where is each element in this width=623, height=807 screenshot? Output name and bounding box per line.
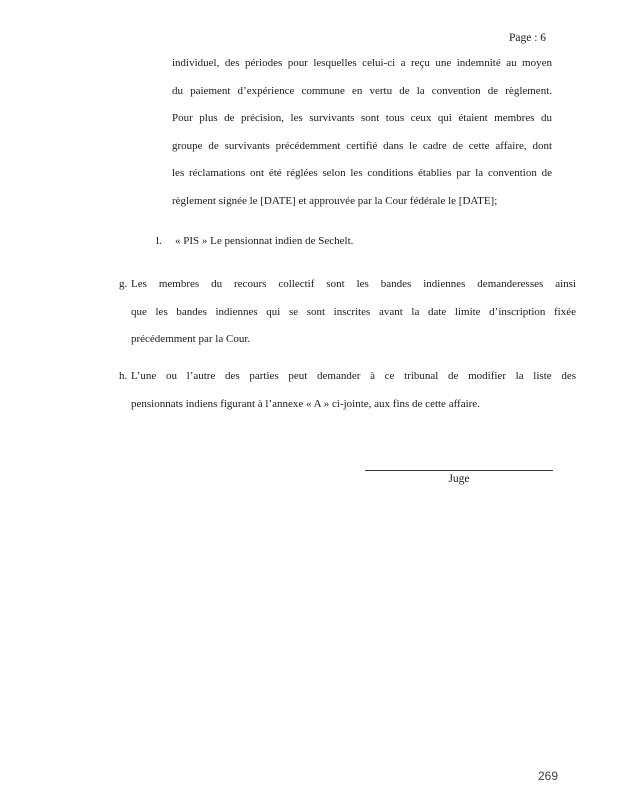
list-item-g-text: Les membres du recours collectif sont les bandes indiennes demanderesses ainsi que les bandes indiennes qui se sont inscrites avant la date limite d’inscription fixée précédemment par la Cour. (131, 278, 576, 345)
definition-paragraph: individuel, des périodes pour lesquelles celui-ci a reçu une indemnité au moyen du paiement d’expérience commune en vertu de la convention de règlement. Pour plus de précision, les survivants sont tous ceux qui étaient membres du groupe de survivants précédemment certifié dans le cadre de cette affaire, dont les réclamations ont été réglées selon les conditions établies par la convention de règlement signée le [DATE] et approuvée par la Cour fédérale le [DATE]; (172, 57, 552, 207)
signature-block (365, 470, 553, 485)
list-marker-l: l. (156, 235, 162, 247)
signature-label: Juge (448, 473, 470, 485)
list-item-l (156, 228, 595, 256)
page-header-label: Page : 6 (509, 32, 547, 44)
page-number: 269 (538, 769, 559, 783)
signature-line (365, 470, 553, 471)
list-marker-g: g. (119, 278, 128, 290)
list-item-l-text: « PIS » Le pensionnat indien de Sechelt. (175, 235, 354, 247)
list-item-h-text: L’une ou l’autre des parties peut demander à ce tribunal de modifier la liste des pensionnats indiens figurant à l’annexe « A » ci-jointe, aux fins de cette affaire. (131, 370, 576, 410)
list-marker-h: h. (119, 370, 128, 382)
list-item-h (119, 363, 576, 418)
list-item-g (119, 271, 576, 354)
